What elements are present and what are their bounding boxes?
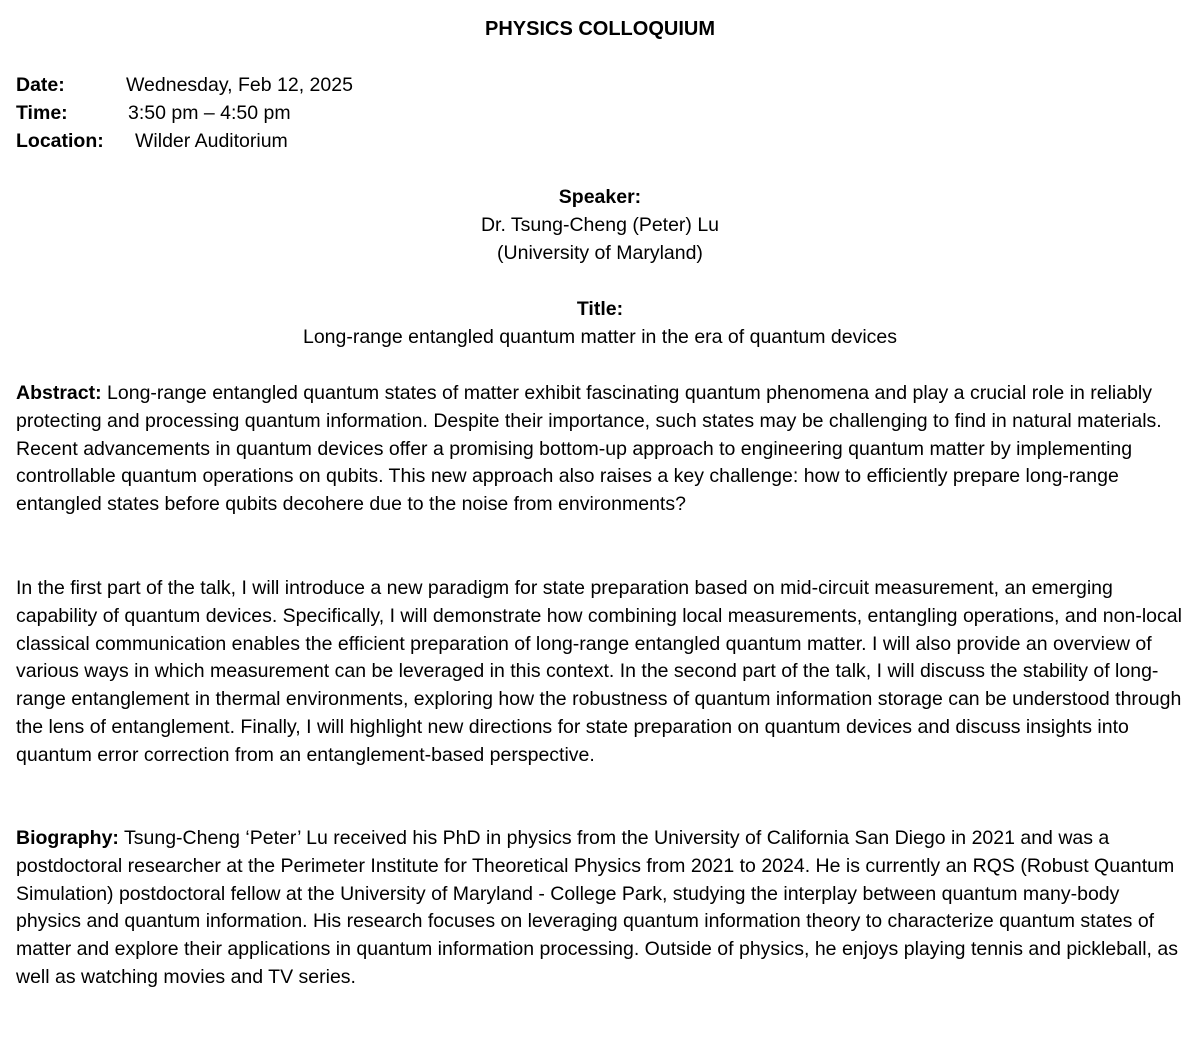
event-details	[16, 72, 353, 156]
time-value: 3:50 pm – 4:50 pm	[128, 102, 291, 124]
location-value: Wilder Auditorium	[135, 130, 288, 152]
biography-text: Tsung-Cheng ‘Peter’ Lu received his PhD in physics from the University of California San Diego in 2021 and was a postdoctoral researcher at the Perimeter Institute for Theoretical Physics from 2021 to 2024. He is currently an RQS (Robust Quantum Simulation) postdoctoral fellow at the University of Maryland - College Park, studying the interplay between quantum many-body physics and quantum information. His research focuses on leveraging quantum information theory to characterize quantum states of matter and explore their applications in quantum information processing. Outside of physics, he enjoys playing tennis and pickleball, as well as watching movies and TV series.	[16, 827, 1178, 988]
abstract-text: Long-range entangled quantum states of matter exhibit fascinating quantum phenomena and play a crucial role in reliably protecting and processing quantum information. Despite their importance, such states may be challenging to find in natural materials. Recent advancements in quantum devices offer a promising bottom-up approach to engineering quantum matter by implementing controllable quantum operations on qubits. This new approach also raises a key challenge: how to efficiently prepare long-range entangled states before qubits decohere due to the noise from environments?	[16, 382, 1162, 516]
location-label: Location:	[16, 130, 104, 152]
abstract-label: Abstract:	[16, 382, 102, 404]
talk-title-section	[0, 296, 1200, 352]
biography-paragraph	[16, 825, 1186, 992]
biography-label: Biography:	[16, 827, 119, 849]
speaker-name: Dr. Tsung-Cheng (Peter) Lu	[480, 213, 720, 236]
date-value: Wednesday, Feb 12, 2025	[126, 74, 353, 96]
speaker-label: Speaker:	[558, 186, 642, 208]
talk-title: Long-range entangled quantum matter in the era of quantum devices	[302, 325, 898, 348]
talk-title-label: Title:	[576, 298, 624, 320]
abstract-paragraph	[16, 380, 1186, 519]
date-label: Date:	[16, 74, 65, 96]
time-row	[16, 100, 353, 128]
location-row	[16, 128, 353, 156]
date-row	[16, 72, 353, 100]
speaker-affiliation: (University of Maryland)	[497, 241, 703, 264]
time-label: Time:	[16, 102, 68, 124]
abstract-paragraph-2: In the first part of the talk, I will introduce a new paradigm for state preparation based on mid-circuit measurement, an emerging capability of quantum devices. Specifically, I will demonstrate how combining local measurements, entangling operations, and non-local classical communication enables the efficient preparation of long-range entangled quantum matter. I will also provide an overview of various ways in which measurement can be leveraged in this context. In the second part of the talk, I will discuss the stability of long-range entanglement in thermal environments, exploring how the robustness of quantum information storage can be understood through the lens of entanglement. Finally, I will highlight new directions for state preparation on quantum devices and discuss insights into quantum error correction from an entanglement-based perspective.	[16, 577, 1182, 766]
speaker-section	[0, 184, 1200, 267]
page-title: PHYSICS COLLOQUIUM	[484, 18, 715, 40]
